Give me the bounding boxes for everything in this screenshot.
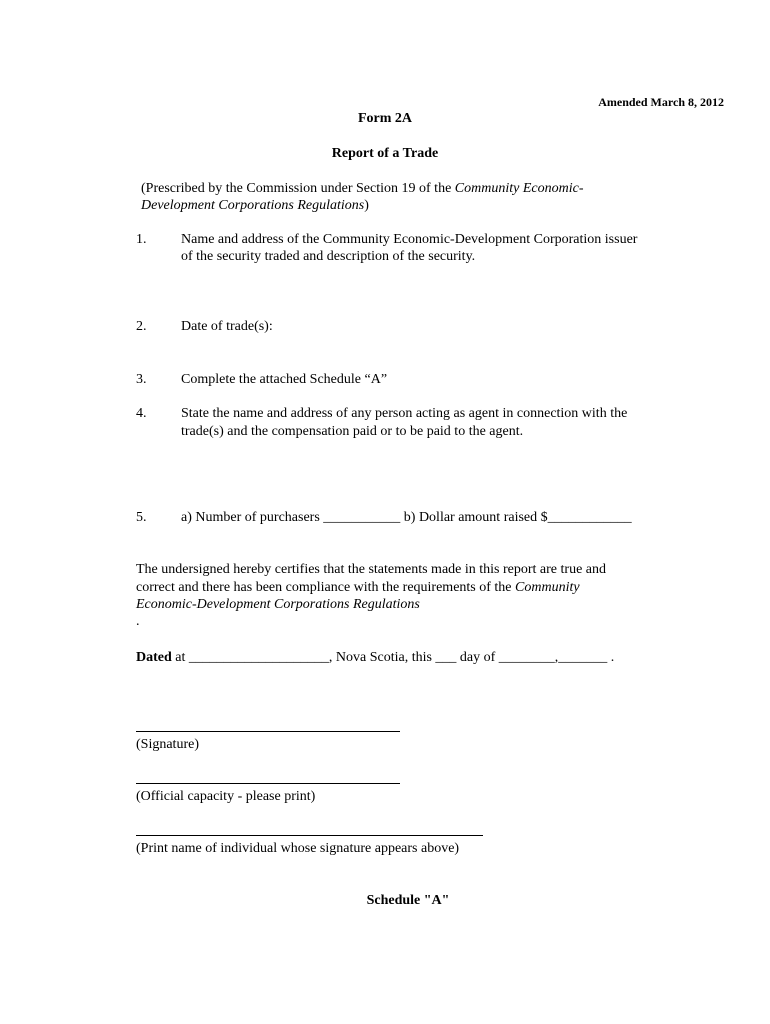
item-4-text-line1: State the name and address of any person acting as agent in connection with the bbox=[181, 406, 628, 421]
item-2-number: 2. bbox=[136, 319, 147, 334]
certification-regulation-part2: Economic-Development Corporations Regulations bbox=[136, 597, 420, 612]
official-capacity-caption: (Official capacity - please print) bbox=[136, 789, 316, 804]
signature-caption: (Signature) bbox=[136, 737, 199, 752]
certification-line1: The undersigned hereby certifies that the statements made in this report are true and bbox=[136, 562, 606, 577]
certification-regulation-part1: Community bbox=[515, 580, 580, 595]
print-name-line bbox=[136, 835, 483, 836]
prescribed-note-line2 bbox=[141, 197, 369, 215]
dated-label: Dated bbox=[136, 650, 172, 665]
certification-line2 bbox=[136, 579, 580, 597]
item-5-text: a) Number of purchasers ___________ b) Dollar amount raised $____________ bbox=[181, 510, 632, 525]
dated-line bbox=[136, 649, 614, 667]
amended-date: Amended March 8, 2012 bbox=[598, 95, 724, 109]
item-2-text: Date of trade(s): bbox=[181, 319, 273, 334]
item-1-number: 1. bbox=[136, 232, 147, 247]
prescribed-regulation-name-part1: Community Economic- bbox=[454, 181, 584, 196]
item-3-number: 3. bbox=[136, 372, 147, 387]
item-5-number: 5. bbox=[136, 510, 147, 525]
prescribed-note-line1 bbox=[141, 180, 584, 198]
item-3-text: Complete the attached Schedule “A” bbox=[181, 372, 388, 387]
official-capacity-line bbox=[136, 783, 400, 784]
certification-period: . bbox=[136, 614, 140, 629]
item-4-text-line2: trade(s) and the compensation paid or to be paid to the agent. bbox=[181, 424, 524, 439]
item-1-text-line2: of the security traded and description of the security. bbox=[181, 249, 476, 264]
signature-line bbox=[136, 731, 400, 732]
schedule-a-title: Schedule "A" bbox=[366, 893, 450, 908]
form-number: Form 2A bbox=[357, 111, 413, 126]
print-name-caption: (Print name of individual whose signature appears above) bbox=[136, 841, 460, 856]
prescribed-prefix: (Prescribed by the Commission under Section 19 of the bbox=[141, 181, 455, 196]
certification-line2-text: correct and there has been compliance with the requirements of the bbox=[136, 580, 516, 595]
form-title: Report of a Trade bbox=[331, 146, 439, 161]
prescribed-suffix: ) bbox=[364, 198, 369, 213]
dated-fields: at ____________________, Nova Scotia, this ___ day of ________,_______ . bbox=[171, 650, 615, 665]
item-1-text-line1: Name and address of the Community Economic-Development Corporation issuer bbox=[181, 232, 638, 247]
prescribed-regulation-name-part2: Development Corporations Regulations bbox=[141, 198, 365, 213]
item-4-number: 4. bbox=[136, 406, 147, 421]
